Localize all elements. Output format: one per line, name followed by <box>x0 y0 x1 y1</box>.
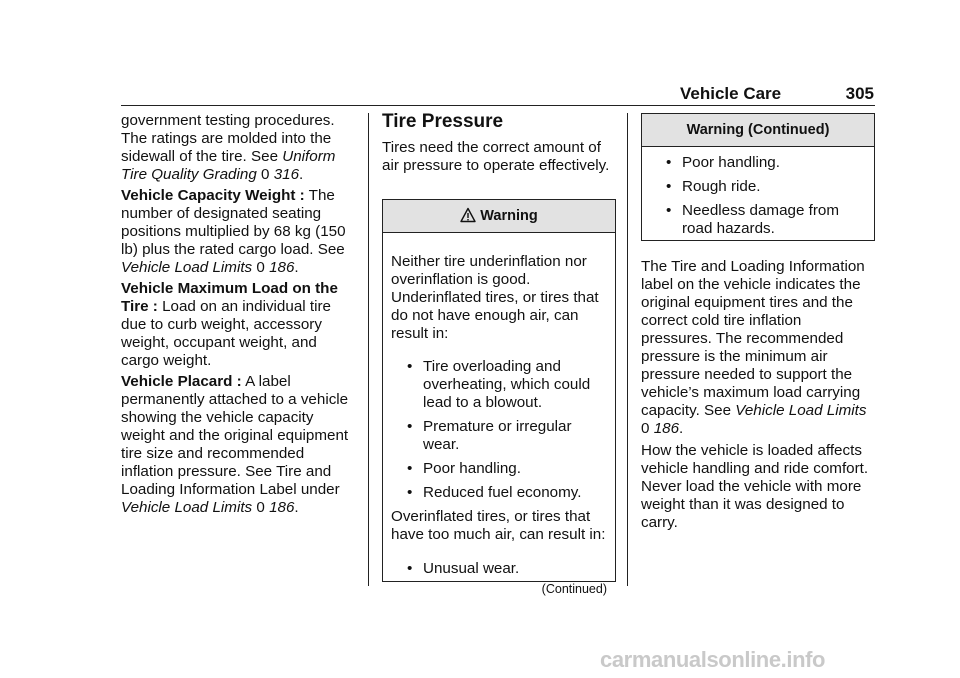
ref-arrow: 0 <box>261 166 270 183</box>
column-3 <box>641 258 875 532</box>
ref-arrow: 0 <box>256 499 265 516</box>
cross-reference-link[interactable]: Vehicle Load Limits <box>121 499 253 516</box>
column-divider-1 <box>368 113 369 586</box>
cross-reference-link[interactable]: Vehicle Load Limits <box>735 402 867 419</box>
cross-reference-link[interactable]: Uniform Tire Quality Grading <box>121 148 336 183</box>
warning-title: Warning <box>480 208 538 224</box>
warning-header <box>383 200 615 233</box>
list-item: • Needless damage from road hazards. <box>666 202 840 237</box>
warning-body <box>383 233 615 598</box>
warning-continued-box <box>641 113 875 241</box>
warning-text: Neither tire underinflation nor overinflation is good. Underinflated tires, or tires that do not have enough air, can result in: <box>391 253 599 343</box>
definition-vehicle-placard: Vehicle Placard : A label permanently attached to a vehicle showing the vehicle capacity weight and the original equipment tire size and recommended inflation pressure. See Tire and Loading Information Label under Vehicle Load Limits 0 186. <box>121 373 349 516</box>
definition-term: Vehicle Placard : <box>121 373 242 390</box>
bullet: • <box>407 418 413 436</box>
bullet: • <box>666 178 672 195</box>
column-1 <box>121 112 357 517</box>
bullet: • <box>666 154 672 171</box>
paragraph: How the vehicle is loaded affects vehicle handling and ride comfort. Never load the vehicle with more weight than it was designed to carry. <box>641 442 869 531</box>
list-item: • Tire overloading and overheating, which could lead to a blowout. <box>407 358 591 412</box>
section-title: Vehicle Care <box>680 84 782 103</box>
warning-header <box>642 114 874 147</box>
header-rule <box>121 105 875 106</box>
warning-text: Overinflated tires, or tires that have too much air, can result in: <box>391 508 606 544</box>
definition-term: Vehicle Maximum Load on the Tire : <box>121 280 338 315</box>
definition-term: Vehicle Capacity Weight : <box>121 187 305 204</box>
ref-arrow: 0 <box>641 420 650 437</box>
bullet: • <box>407 460 413 478</box>
cross-reference-link[interactable]: Vehicle Load Limits <box>121 259 253 276</box>
bullet: • <box>407 484 413 502</box>
list-item: • Rough ride. <box>666 178 761 195</box>
bullet: • <box>407 358 413 376</box>
intro-paragraph: government testing procedures. The ratings are molded into the sidewall of the tire. See Uniform Tire Quality Grading 0 316. <box>121 112 336 183</box>
continued-note: (Continued) <box>541 581 607 596</box>
column-divider-2 <box>627 113 628 586</box>
list-item: • Premature or irregular wear. <box>407 418 572 454</box>
section-heading: Tire Pressure <box>382 111 504 132</box>
bullet: • <box>666 202 672 219</box>
list-item: • Reduced fuel economy. <box>407 484 582 502</box>
warning-box <box>382 199 616 596</box>
list-item: • Unusual wear. <box>407 559 520 577</box>
ref-arrow: 0 <box>256 259 265 276</box>
warning-triangle-icon <box>460 203 476 235</box>
paragraph: The Tire and Loading Information label on the vehicle indicates the original equipment tires and the correct cold tire inflation pressures. The recommended pressure is the minimum air pressure needed to support the vehicle’s maximum load carrying capacity. See Vehicle Load Limits 0 186. <box>641 258 867 437</box>
definition-vehicle-capacity-weight: Vehicle Capacity Weight : The number of designated seating positions multiplied by 68 kg (150 lb) plus the rated cargo load. See Vehicle Load Limits 0 186. <box>121 187 346 276</box>
page-number: 305 <box>845 84 874 103</box>
warning-title: Warning (Continued) <box>686 122 830 138</box>
list-item: • Poor handling. <box>407 460 521 478</box>
definition-vehicle-maximum-load: Vehicle Maximum Load on the Tire : Load on an individual tire due to curb weight, accessory weight, occupant weight, and cargo weight. <box>121 280 338 369</box>
column-2 <box>382 111 615 175</box>
intro-paragraph: Tires need the correct amount of air pressure to operate effectively. <box>382 139 610 174</box>
bullet: • <box>407 559 413 577</box>
warning-body <box>642 147 874 238</box>
list-item: • Poor handling. <box>666 154 780 171</box>
watermark: carmanualsonline.info <box>600 647 826 672</box>
